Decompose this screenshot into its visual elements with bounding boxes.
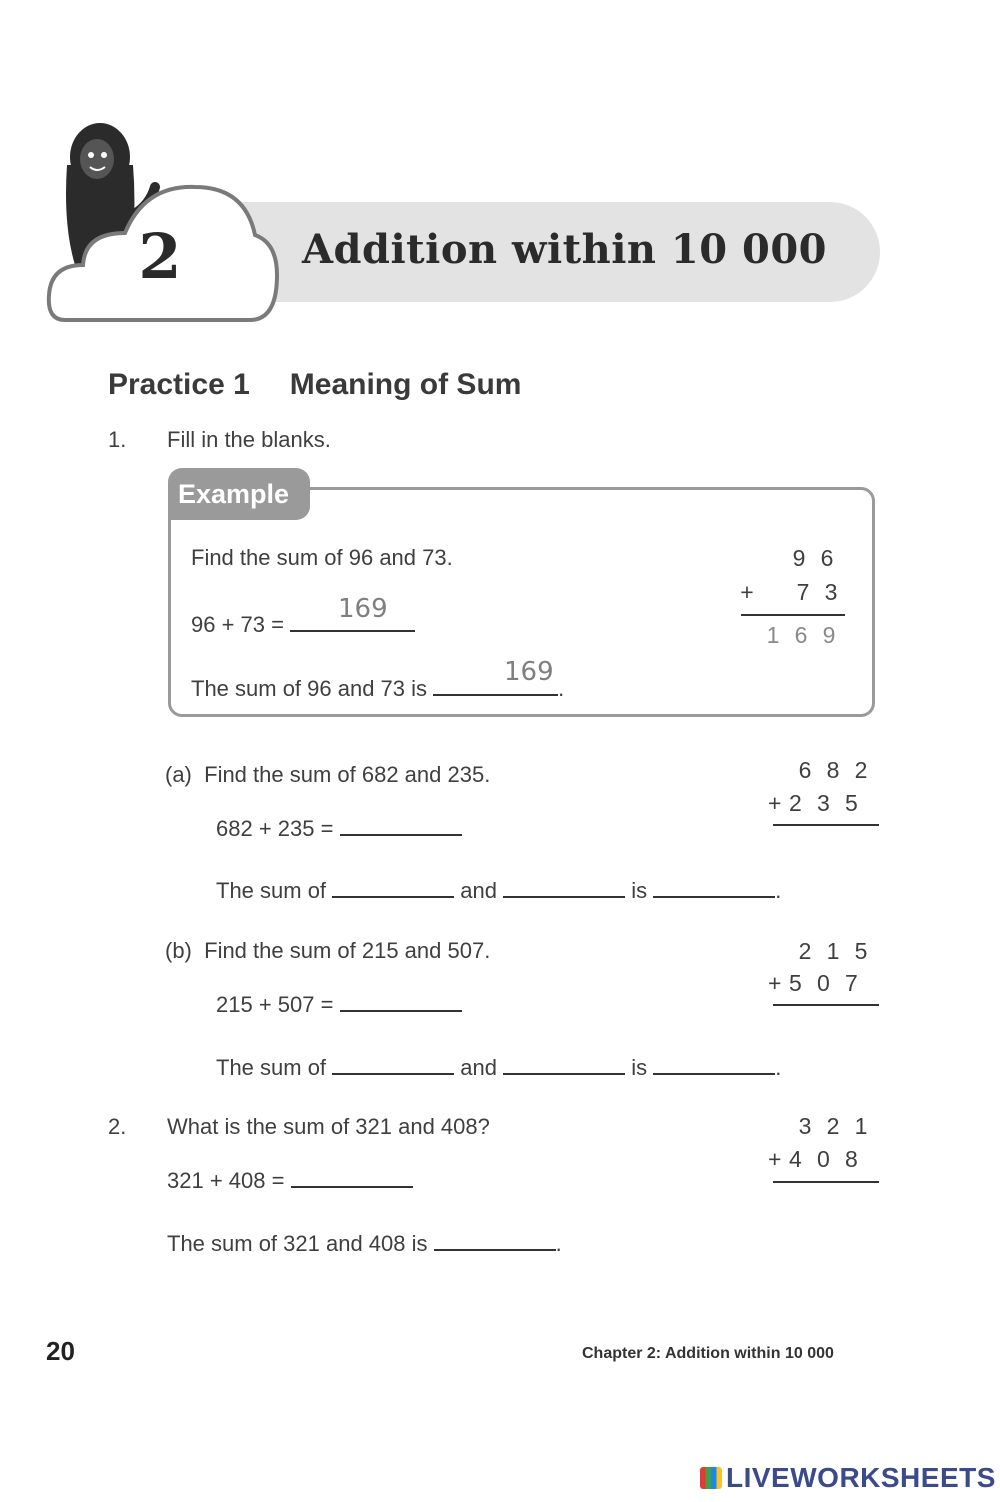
page-number: 20 (46, 1336, 75, 1366)
example-prompt: Find the sum of 96 and 73. (191, 545, 453, 570)
part-a-col-top: 6 8 2 (798, 757, 868, 783)
question-2-number: 2. (108, 1114, 127, 1139)
liveworksheets-logo: LIVEWORKSHEETS (700, 1462, 996, 1494)
part-b-blank-3[interactable] (653, 1051, 775, 1075)
part-a-col-line (773, 824, 879, 826)
example-tab: Example (168, 468, 310, 520)
question-2-equation: 321 + 408 = (167, 1164, 413, 1194)
part-b-blank-1[interactable] (332, 1051, 454, 1075)
question-1-number: 1. (108, 427, 127, 452)
question-2-sentence: The sum of 321 and 408 is . (167, 1227, 562, 1257)
part-b-sentence: The sum of and is . (216, 1051, 781, 1081)
chapter-number: 2 (138, 220, 182, 293)
liveworksheets-mark-icon (700, 1467, 722, 1489)
part-a-sentence: The sum of and is . (216, 874, 781, 904)
part-a-blank-1[interactable] (332, 874, 454, 898)
example-equation-answer: 169 (338, 594, 388, 624)
example-sentence-answer: 169 (504, 657, 554, 687)
part-a-blank-2[interactable] (503, 874, 625, 898)
part-a-blank-3[interactable] (653, 874, 775, 898)
practice-title: Meaning of Sum (289, 368, 522, 401)
practice-label: Practice 1 (108, 368, 250, 401)
part-b-col-top: 2 1 5 (798, 938, 868, 964)
question-2-col-bottom: + 4 0 8 (768, 1146, 858, 1172)
example-col-line (741, 614, 845, 616)
part-a-equation-input[interactable] (340, 812, 462, 836)
example-col-bottom: + 7 3 (740, 579, 838, 605)
part-b-equation: 215 + 507 = (216, 988, 462, 1018)
question-2-col-line (773, 1181, 879, 1183)
part-b-col-bottom: + 5 0 7 (768, 970, 858, 996)
part-b-col-line (773, 1004, 879, 1006)
question-2-prompt: What is the sum of 321 and 408? (167, 1114, 490, 1139)
question-2-col-top: 3 2 1 (798, 1113, 868, 1139)
chapter-title: Addition within 10 000 (302, 226, 828, 273)
part-a-equation: 682 + 235 = (216, 812, 462, 842)
part-b-blank-2[interactable] (503, 1051, 625, 1075)
part-a-prompt: (a) Find the sum of 682 and 235. (165, 762, 491, 787)
example-sentence: The sum of 96 and 73 is . (191, 672, 564, 702)
practice-heading (108, 368, 521, 402)
part-b-prompt: (b) Find the sum of 215 and 507. (165, 938, 491, 963)
example-col-result: 1 6 9 (766, 622, 836, 648)
example-col-top: 9 6 (792, 545, 834, 571)
question-2-sentence-input[interactable] (434, 1227, 556, 1251)
example-equation: 96 + 73 = (191, 608, 415, 638)
footer-chapter-ref: Chapter 2: Addition within 10 000 (582, 1345, 834, 1362)
question-1-instruction: Fill in the blanks. (167, 427, 331, 452)
part-a-col-bottom: + 2 3 5 (768, 790, 858, 816)
question-2-equation-input[interactable] (291, 1164, 413, 1188)
part-b-equation-input[interactable] (340, 988, 462, 1012)
